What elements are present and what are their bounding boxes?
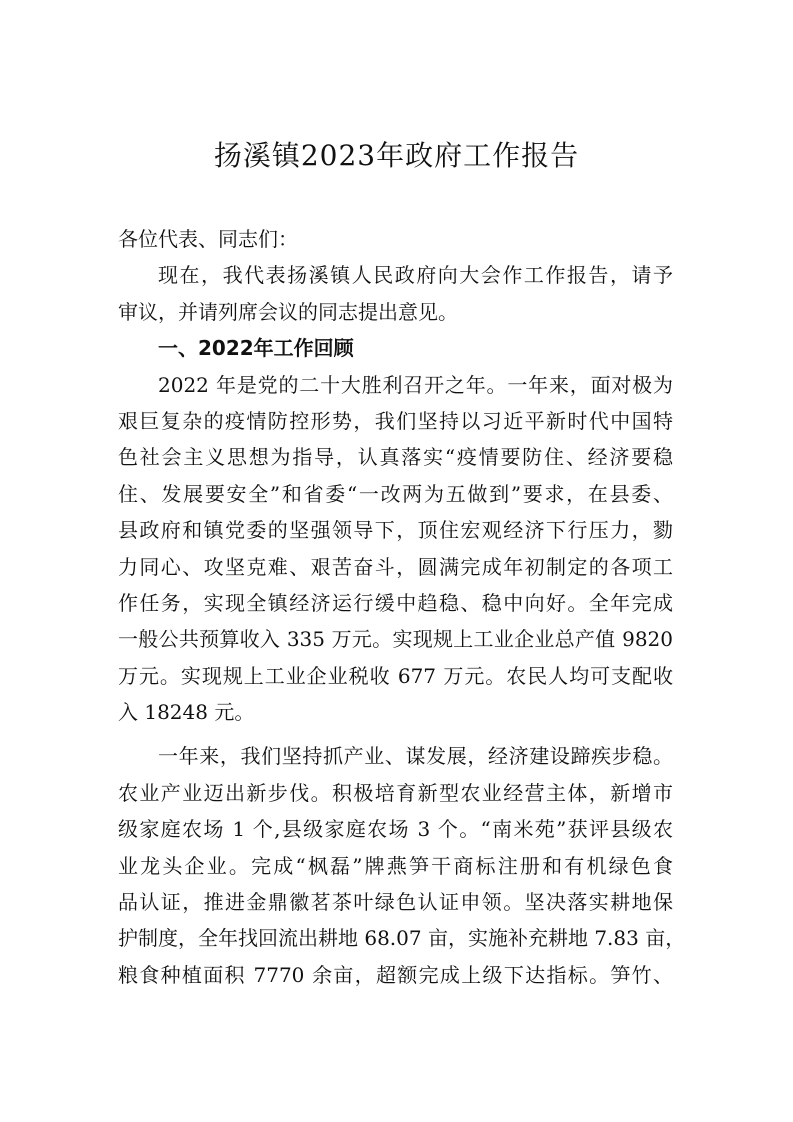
paragraph-line: 级家庭农场 1 个,县级家庭农场 3 个。“南米苑”获评县级农 — [118, 817, 673, 842]
section-heading: 一、2022年工作回顾 — [158, 336, 354, 361]
paragraph-line: 住、发展要安全”和省委“一改两为五做到”要求，在县委、 — [118, 481, 673, 506]
paragraph-line: 业龙头企业。完成“枫磊”牌燕笋干商标注册和有机绿色食 — [118, 853, 673, 878]
salutation: 各位代表、同志们： — [118, 227, 298, 251]
paragraph-line: 一年来，我们坚持抓产业、谋发展，经济建设蹄疾步稳。 — [158, 744, 673, 769]
paragraph-line: 2022 年是党的二十大胜利召开之年。一年来，面对极为 — [158, 372, 673, 397]
intro-line: 审议，并请列席会议的同志提出意见。 — [118, 299, 458, 324]
paragraph-line: 作任务，实现全镇经济运行缓中趋稳、稳中向好。全年完成 — [118, 590, 673, 615]
paragraph-line: 力同心、攻坚克难、艰苦奋斗，圆满完成年初制定的各项工 — [118, 554, 673, 579]
paragraph-line: 一般公共预算收入 335 万元。实现规上工业企业总产值 9820 — [118, 627, 673, 652]
document-body — [118, 221, 686, 993]
paragraph-line: 入 18248 元。 — [118, 700, 255, 725]
intro-line: 现在，我代表扬溪镇人民政府向大会作工作报告，请予 — [158, 263, 673, 288]
paragraph-line: 色社会主义思想为指导，认真落实“疫情要防住、经济要稳 — [118, 445, 673, 470]
paragraph-line: 艰巨复杂的疫情防控形势，我们坚持以习近平新时代中国特 — [118, 408, 673, 433]
paragraph-line: 品认证，推进金鼎徽茗茶叶绿色认证申领。坚决落实耕地保 — [118, 890, 673, 915]
paragraph-line: 万元。实现规上工业企业税收 677 万元。农民人均可支配收 — [118, 663, 673, 688]
paragraph-line: 粮食种植面积 7770 余亩，超额完成上级下达指标。笋竹、 — [118, 962, 673, 987]
page-title: 扬溪镇2023年政府工作报告 — [213, 139, 580, 172]
paragraph-line: 护制度，全年找回流出耕地 68.07 亩，实施补充耕地 7.83 亩， — [118, 926, 686, 951]
paragraph-line: 农业产业迈出新步伐。积极培育新型农业经营主体，新增市 — [118, 780, 673, 805]
paragraph-line: 县政府和镇党委的坚强领导下，顶住宏观经济下行压力，勠 — [118, 518, 673, 543]
